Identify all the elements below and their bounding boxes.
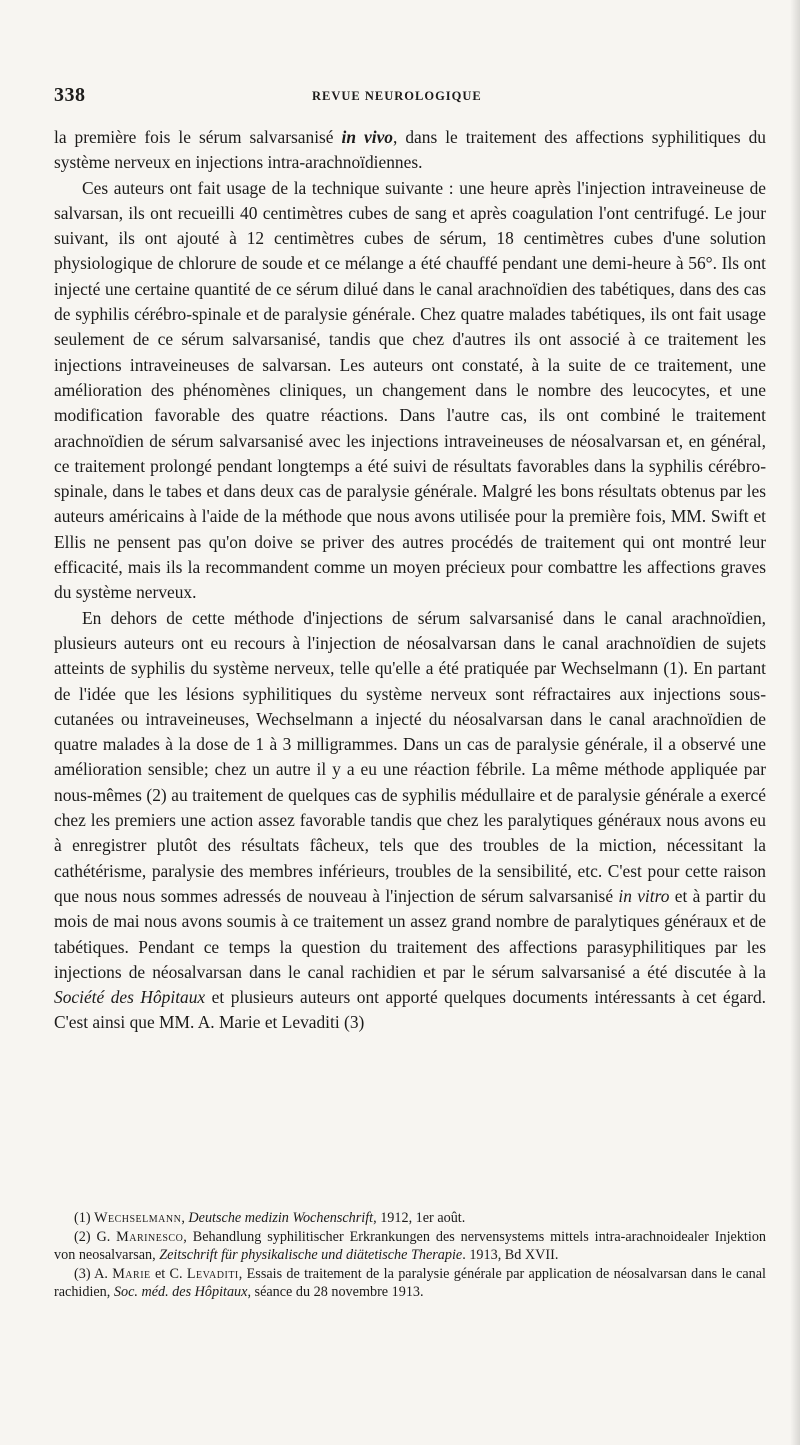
footnote-3-author-1: Marie	[112, 1265, 151, 1282]
footnote-2-author: Marinesco	[116, 1228, 184, 1245]
page-header	[54, 84, 766, 110]
footnote-1-author: Wechselmann	[94, 1210, 182, 1226]
paragraph-1-italic-in-vivo: in vivo	[341, 127, 393, 147]
footnote-2-title: Zeitschrift für physikalische und diätetische Therapie	[159, 1247, 463, 1264]
footnote-2-number: (2) G.	[74, 1228, 117, 1245]
page-number: 338	[54, 84, 86, 106]
paragraph-3-italic-societe: Société des Hôpitaux	[54, 987, 206, 1008]
paragraph-3-text-c: et à partir du mois de mai nous avons soumis à ce traitement un assez grand nombre de paralytiques généraux et de tabétiques. Pendant ce temps la question du traitement des affections parasyphilitiques par les injections de néosalvarsan dans le canal rachidien et par le sérum salvarsanisé a été discutée à la	[54, 885, 766, 982]
footnote-3-author-2: Levaditi	[186, 1265, 239, 1282]
article-body	[54, 125, 766, 1036]
footnote-1	[54, 1209, 766, 1228]
paragraph-3	[54, 606, 766, 1036]
footnote-3-number: (3) A.	[74, 1265, 113, 1282]
footnote-3-rest: , séance du 28 novembre 1913.	[247, 1284, 424, 1301]
footnote-3-text: , Essais de traitement de la paralysie générale par application de néosalvarsan dans le canal rachidien,	[54, 1265, 766, 1301]
paragraph-3-text-e: et plusieurs auteurs ont apporté quelques documents intéressants à cet égard. C'est ainsi que MM. A. Marie et Levaditi (3)	[54, 987, 767, 1033]
footnote-2-text: , Behandlung syphilitischer Erkrankungen des nervensystems mittels intra-arachnoidealer Injektion von neosalvarsan,	[54, 1228, 767, 1264]
footnote-3	[54, 1265, 766, 1302]
paragraph-3-italic-in-vitro: in vitro	[618, 885, 670, 906]
running-title: REVUE NEUROLOGIQUE	[312, 89, 482, 103]
paragraph-2: Ces auteurs ont fait usage de la technique suivante : une heure après l'injection intraveineuse de salvarsan, ils ont recueilli 40 centimètres cubes de sang et après coagulation l'ont centrifugé. Le jour suivant, ils ont ajouté à 12 centimètres cubes de sérum, 18 centimètres cubes d'une solution physiologique de chlorure de soude et ce mélange a été chauffé pendant une demi-heure à 56°. Ils ont injecté une certaine quantité de ce sérum dilué dans le canal arachnoïdien des tabétiques, dans des cas de syphilis cérébro-spinale et de paralysie générale. Chez quatre malades tabétiques, ils ont fait usage seulement de ce sérum salvarsanisé, tandis que chez d'autres ils ont associé à ce traitement les injections intraveineuses de salvarsan. Les auteurs ont constaté, à la suite de ce traitement, une amélioration des phénomènes cliniques, un changement dans le nombre des leucocytes, et une modification favorable des quatre réactions. Dans l'autre cas, ils ont combiné le traitement arachnoïdien de sérum salvarsanisé avec les injections intraveineuses de néosalvarsan et, en général, ce traitement prolongé pendant longtemps a été suivi de résultats favorables dans la syphilis cérébro-spinale, dans le tabes et dans deux cas de paralysie générale. Malgré les bons résultats obtenus par les auteurs américains à l'aide de la méthode que nous avons utilisée pour la première fois, MM. Swift et Ellis ne pensent pas qu'on doive se priver des autres procédés de traitement qui ont montré leur efficacité, mais ils la recommandent comme un moyen précieux pour combattre les affections graves du système nerveux.	[54, 177, 766, 603]
footnote-1-number: (1)	[74, 1210, 95, 1226]
footnote-2	[54, 1228, 766, 1265]
footnote-1-separator: ,	[181, 1210, 189, 1226]
footnote-3-conjunction: et C.	[150, 1265, 187, 1282]
paragraph-1-text-c: , dans le traitement des affections syphilitiques du système nerveux en injections intra-arachnoïdiennes.	[54, 127, 766, 173]
paragraph-1	[54, 125, 766, 176]
paragraph-3-text-a: En dehors de cette méthode d'injections de sérum salvarsanisé dans le canal arachnoïdien, plusieurs auteurs ont eu recours à l'injection de néosalvarsan dans le canal arachnoïdien de sujets atteints de syphilis du système nerveux, telle qu'elle a été pratiquée par Wechselmann (1). En partant de l'idée que les lésions syphilitiques du système nerveux sont réfractaires aux injections sous-cutanées ou intraveineuses, Wechselmann a injecté du néosalvarsan dans le canal arachnoïdien de quatre malades à la dose de 1 à 3 milligrammes. Dans un cas de paralysie générale, il a observé une amélioration sensible; chez un autre il y a eu une réaction fébrile. La même méthode appliquée par nous-mêmes (2) au traitement de quelques cas de syphilis médullaire et de paralysie générale a exercé chez les premiers une action assez favorable tandis que chez les paralytiques généraux nous avons eu à enregistrer plutôt des résultats fâcheux, tels que des troubles de la miction, nécessitant la cathétérisme, paralysie des membres inférieurs, troubles de la sensibilité, etc. C'est pour cette raison que nous nous sommes adressés de nouveau à l'injection de sérum salvarsanisé	[54, 607, 766, 906]
footnote-1-title: Deutsche medizin Wochenschrift	[188, 1210, 374, 1226]
page-edge-shadow	[790, 0, 800, 1445]
footnotes	[54, 1209, 766, 1302]
footnote-2-rest: . 1913, Bd XVII.	[462, 1247, 559, 1264]
footnote-3-title: Soc. méd. des Hôpitaux	[113, 1284, 248, 1301]
paragraph-1-text-a: la première fois le sérum salvarsanisé	[54, 127, 342, 147]
footnote-1-rest: , 1912, 1er août.	[373, 1210, 466, 1226]
